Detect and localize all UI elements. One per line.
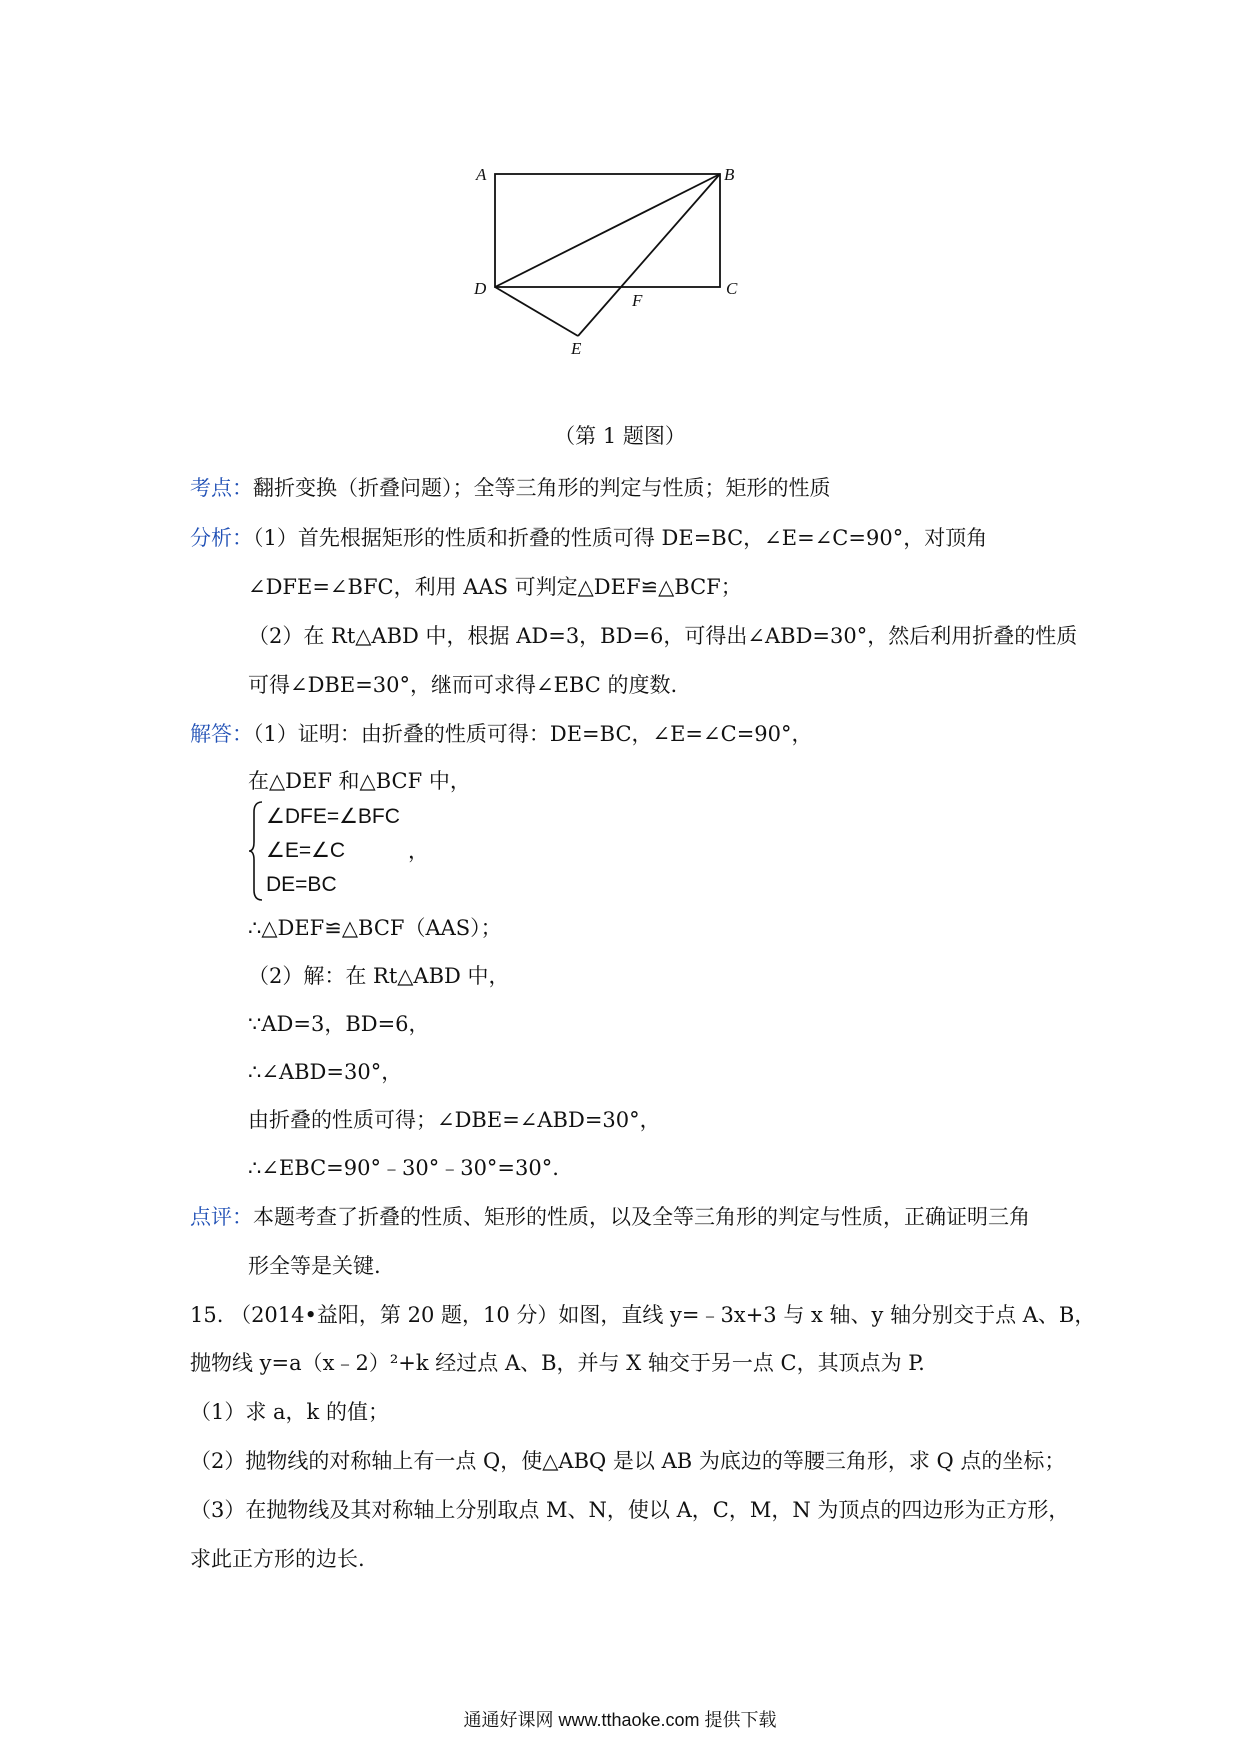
- segment-eb: [578, 174, 720, 336]
- figure-caption: （第 1 题图）: [554, 424, 686, 448]
- footer-source: 通通好课网 www.tthaoke.com 提供下载: [463, 1710, 777, 1730]
- kaodian-line: 考点：翻折变换（折叠问题）；全等三角形的判定与性质；矩形的性质: [190, 476, 831, 500]
- jieda-line-3: ∴△DEF≌△BCF（AAS）；: [248, 916, 502, 940]
- fenxi-tag: 分析: [190, 526, 232, 550]
- jieda-line-7: 由折叠的性质可得；∠DBE=∠ABD=30°，: [248, 1108, 661, 1132]
- problem15-line-6: 求此正方形的边长.: [190, 1547, 365, 1571]
- problem15-line-3: （1）求 a，k 的值；: [190, 1400, 389, 1424]
- problem15-line-2: 抛物线 y=a（x﹣2）²+k 经过点 A、B，并与 X 轴交于另一点 C，其顶点为 P.: [190, 1351, 925, 1375]
- dianping-line-2: 形全等是关键.: [248, 1254, 381, 1278]
- kaodian-text: 翻折变换（折叠问题）；全等三角形的判定与性质；矩形的性质: [253, 476, 831, 500]
- diagonal-db: [495, 174, 720, 287]
- rectangle-fold-diagram: [440, 150, 760, 410]
- label-a: A: [476, 165, 487, 184]
- problem15-line-5: （3）在抛物线及其对称轴上分别取点 M、N，使以 A，C，M，N 为顶点的四边形为正方形，: [190, 1498, 1070, 1522]
- jieda-line-1: 解答：（1）证明：由折叠的性质可得：DE=BC，∠E=∠C=90°，: [190, 722, 813, 746]
- jieda-line-6: ∴∠ABD=30°，: [248, 1060, 403, 1084]
- dianping-tag: 点评: [190, 1205, 232, 1229]
- label-f: F: [632, 291, 643, 310]
- kaodian-tag: 考点: [190, 476, 232, 500]
- system-line-1: ∠DFE=∠BFC: [266, 805, 400, 828]
- problem15-line-4: （2）抛物线的对称轴上有一点 Q，使△ABQ 是以 AB 为底边的等腰三角形，求 Q 点的坐标；: [190, 1449, 1066, 1473]
- fenxi-line-3: （2）在 Rt△ABD 中，根据 AD=3，BD=6，可得出∠ABD=30°，然后利用折叠的性质: [248, 624, 1078, 648]
- fenxi-line-2: ∠DFE=∠BFC，利用 AAS 可判定△DEF≌△BCF；: [248, 575, 742, 599]
- jieda-in-line: 在△DEF 和△BCF 中，: [248, 769, 471, 793]
- fenxi-line-1: 分析：（1）首先根据矩形的性质和折叠的性质可得 DE=BC，∠E=∠C=90°，对顶角: [190, 526, 988, 550]
- segment-de: [495, 287, 578, 336]
- dianping-line-1: 点评：本题考查了折叠的性质、矩形的性质，以及全等三角形的判定与性质，正确证明三角: [190, 1205, 1030, 1229]
- label-d: D: [474, 279, 487, 298]
- problem15-line-1: 15. （2014•益阳，第 20 题，10 分）如图，直线 y=﹣3x+3 与 x 轴、y 轴分别交于点 A、B，: [190, 1303, 1096, 1327]
- left-brace: [248, 800, 264, 902]
- system-line-2: ∠E=∠C: [266, 839, 346, 862]
- geometry-figure: [440, 150, 760, 410]
- jieda-tag: 解答: [190, 722, 232, 746]
- label-e: E: [571, 339, 582, 358]
- jieda-line-4: （2）解：在 Rt△ABD 中，: [248, 964, 510, 988]
- label-b: B: [724, 165, 735, 184]
- system-comma: ，: [408, 839, 429, 863]
- jieda-line-5: ∵AD=3，BD=6，: [248, 1012, 430, 1036]
- fenxi-line-4: 可得∠DBE=30°，继而可求得∠EBC 的度数.: [248, 673, 678, 697]
- label-c: C: [726, 279, 738, 298]
- jieda-line-8: ∴∠EBC=90°﹣30°﹣30°=30°.: [248, 1156, 559, 1180]
- system-line-3: DE=BC: [266, 873, 337, 896]
